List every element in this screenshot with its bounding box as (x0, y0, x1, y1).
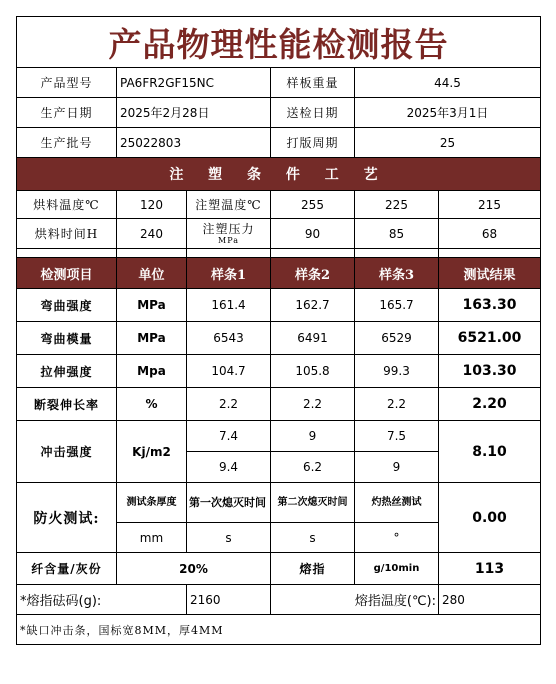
injection-pressure-unit: MPa (218, 235, 239, 245)
fire-second-unit: s (271, 523, 355, 553)
tests-header-row (17, 258, 541, 289)
sample-weight-label: 样板重量 (271, 68, 355, 98)
sample-weight-value: 44.5 (355, 68, 541, 98)
fire-thickness-label: 测试条厚度 (117, 483, 187, 523)
melt-temp-value: 280 (439, 585, 541, 615)
product-model-label: 产品型号 (17, 68, 117, 98)
test-unit: MPa (117, 322, 187, 355)
impact-sample-2b: 6.2 (271, 452, 355, 483)
test-sample-3: 165.7 (355, 289, 439, 322)
test-sample-1: 104.7 (187, 355, 271, 388)
melt-label: 熔指 (271, 553, 355, 585)
injection-pressure-label: 注塑压力 (202, 221, 255, 236)
fire-first-label: 第一次熄灭时间 (187, 483, 271, 523)
header-result: 测试结果 (439, 258, 541, 289)
batch-value: 25022803 (117, 128, 271, 158)
fire-second-label: 第二次熄灭时间 (271, 483, 355, 523)
test-name: 拉伸强度 (17, 355, 117, 388)
drying-temp-value: 120 (117, 191, 187, 219)
test-sample-2: 105.8 (271, 355, 355, 388)
test-sample-2: 2.2 (271, 388, 355, 421)
injection-temp-label: 注塑温度℃ (187, 191, 271, 219)
injection-pressure-cell (187, 219, 271, 249)
product-model-value: PA6FR2GF15NC (117, 68, 271, 98)
impact-sample-3a: 7.5 (355, 421, 439, 452)
fiber-value: 20% (117, 553, 271, 585)
weight-value: 2160 (187, 585, 271, 615)
fire-wire-label: 灼热丝测试 (355, 483, 439, 523)
drying-time-label: 烘料时间H (17, 219, 117, 249)
impact-sample-2a: 9 (271, 421, 355, 452)
weight-label: *熔指砝码(g): (17, 585, 187, 615)
injection-pressure-1: 90 (271, 219, 355, 249)
drying-temp-label: 烘料温度℃ (17, 191, 117, 219)
injection-temp-1: 255 (271, 191, 355, 219)
inspection-date-label: 送检日期 (271, 98, 355, 128)
test-sample-1: 161.4 (187, 289, 271, 322)
test-sample-3: 6529 (355, 322, 439, 355)
impact-sample-1b: 9.4 (187, 452, 271, 483)
melt-temp-label: 熔指温度(℃): (271, 585, 439, 615)
header-unit: 单位 (117, 258, 187, 289)
impact-unit: Kj/m2 (117, 421, 187, 483)
drying-time-value: 240 (117, 219, 187, 249)
test-name: 断裂伸长率 (17, 388, 117, 421)
fire-result: 0.00 (439, 483, 541, 553)
impact-sample-1a: 7.4 (187, 421, 271, 452)
report-table (16, 16, 541, 645)
impact-row-1 (17, 421, 541, 452)
process-row-1 (17, 191, 541, 219)
header-sample-3: 样条3 (355, 258, 439, 289)
header-sample-2: 样条2 (271, 258, 355, 289)
note-row (17, 615, 541, 645)
table-row (17, 289, 541, 322)
cycle-label: 打版周期 (271, 128, 355, 158)
injection-temp-2: 225 (355, 191, 439, 219)
fire-row-1 (17, 483, 541, 523)
process-title-row (17, 158, 541, 191)
melt-value: 113 (439, 553, 541, 585)
test-sample-1: 6543 (187, 322, 271, 355)
production-date-value: 2025年2月28日 (117, 98, 271, 128)
impact-name: 冲击强度 (17, 421, 117, 483)
info-row-1 (17, 68, 541, 98)
info-row-3 (17, 128, 541, 158)
table-row (17, 388, 541, 421)
melt-unit: g/10min (355, 553, 439, 585)
test-unit: Mpa (117, 355, 187, 388)
cycle-value: 25 (355, 128, 541, 158)
impact-result: 8.10 (439, 421, 541, 483)
fire-first-unit: s (187, 523, 271, 553)
test-unit: MPa (117, 289, 187, 322)
header-sample-1: 样条1 (187, 258, 271, 289)
injection-pressure-2: 85 (355, 219, 439, 249)
process-row-2 (17, 219, 541, 249)
inspection-date-value: 2025年3月1日 (355, 98, 541, 128)
title-row (17, 17, 541, 68)
impact-sample-3b: 9 (355, 452, 439, 483)
test-sample-3: 2.2 (355, 388, 439, 421)
injection-pressure-3: 68 (439, 219, 541, 249)
test-result: 2.20 (439, 388, 541, 421)
test-sample-2: 162.7 (271, 289, 355, 322)
fire-name: 防火测试: (17, 483, 117, 553)
fiber-row (17, 553, 541, 585)
batch-label: 生产批号 (17, 128, 117, 158)
production-date-label: 生产日期 (17, 98, 117, 128)
test-sample-3: 99.3 (355, 355, 439, 388)
report-sheet (16, 16, 540, 645)
injection-temp-3: 215 (439, 191, 541, 219)
fire-wire-unit: ° (355, 523, 439, 553)
fire-thickness-unit: mm (117, 523, 187, 553)
test-result: 6521.00 (439, 322, 541, 355)
info-row-2 (17, 98, 541, 128)
test-sample-1: 2.2 (187, 388, 271, 421)
test-result: 163.30 (439, 289, 541, 322)
test-result: 103.30 (439, 355, 541, 388)
note-text: *缺口冲击条，国标宽8MM，厚4MM (17, 615, 541, 645)
report-title: 产品物理性能检测报告 (17, 17, 541, 68)
test-sample-2: 6491 (271, 322, 355, 355)
header-item: 检测项目 (17, 258, 117, 289)
melt-weight-row (17, 585, 541, 615)
process-title: 注 塑 条 件 工 艺 (17, 158, 541, 191)
table-row (17, 322, 541, 355)
test-name: 弯曲模量 (17, 322, 117, 355)
test-unit: % (117, 388, 187, 421)
fiber-label: 纤含量/灰份 (17, 553, 117, 585)
spacer-row (17, 249, 541, 258)
table-row (17, 355, 541, 388)
test-name: 弯曲强度 (17, 289, 117, 322)
